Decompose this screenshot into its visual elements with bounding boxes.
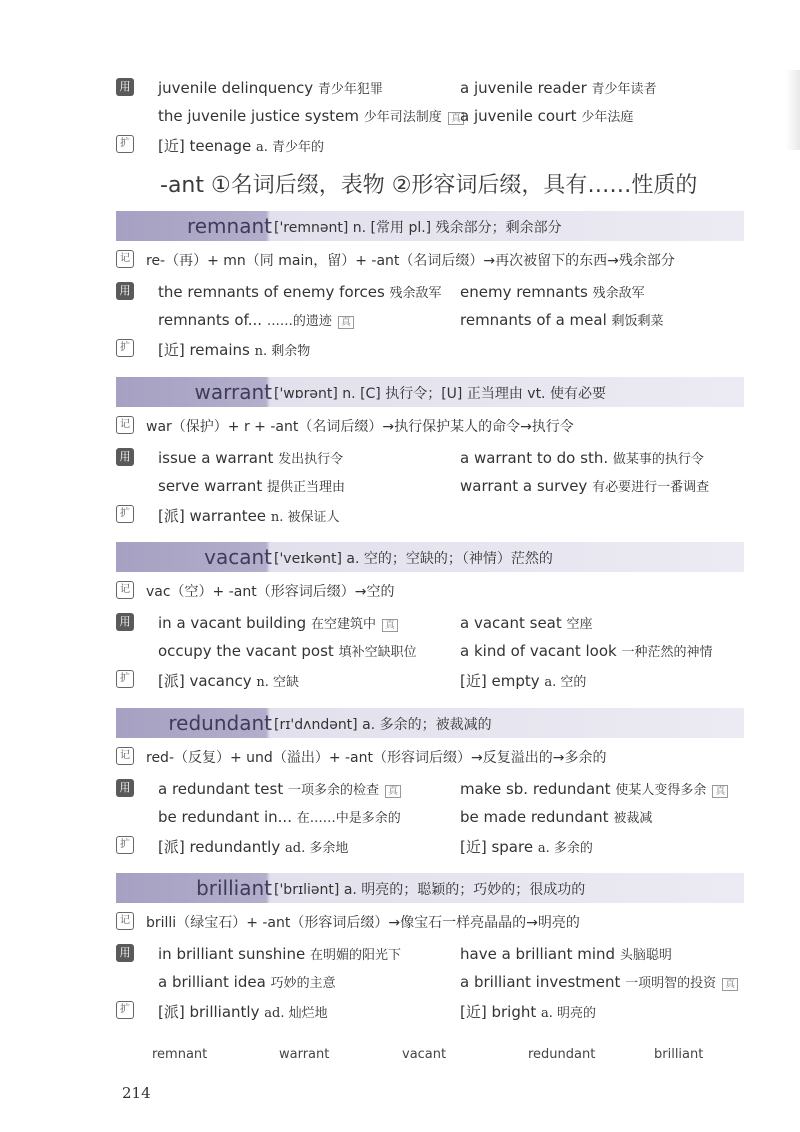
footer-word: warrant [279, 1047, 330, 1062]
etymology-row [0, 743, 800, 771]
usage-row [0, 102, 800, 130]
usage-row [0, 775, 800, 803]
usage-row [0, 444, 800, 472]
memory-icon: 记 [116, 416, 134, 434]
exam-mark-icon: 真 [382, 619, 398, 632]
exam-mark-icon: 真 [722, 978, 738, 991]
footer-word: remnant [152, 1047, 208, 1062]
entry-header [116, 873, 744, 903]
usage-icon: 用 [116, 613, 134, 631]
usage-row [0, 609, 800, 637]
extend-icon: 扩 [116, 1001, 134, 1019]
usage-phrase: remnants of... ……的遗迹 真 [158, 310, 354, 329]
etymology-row [0, 908, 800, 936]
usage-phrase: the remnants of enemy forces 残余敌军 [158, 283, 442, 301]
exam-mark-icon: 真 [712, 785, 728, 798]
exam-mark-icon: 真 [385, 785, 401, 798]
usage-row [0, 306, 800, 334]
usage-phrase: occupy the vacant post 填补空缺职位 [158, 642, 417, 660]
usage-phrase: a juvenile court 少年法庭 [460, 107, 634, 125]
usage-phrase: remnants of a meal 剩饭剩菜 [460, 311, 664, 329]
extend-icon: 扩 [116, 135, 134, 153]
memory-icon: 记 [116, 912, 134, 930]
etymology-row [0, 246, 800, 274]
usage-phrase: a warrant to do sth. 做某事的执行令 [460, 449, 704, 467]
usage-phrase: warrant a survey 有必要进行一番调查 [460, 477, 710, 495]
etymology: red-（反复）+ und（溢出）+ -ant（形容词后缀）→反复溢出的→多余的 [146, 750, 607, 766]
usage-phrase: a juvenile reader 青少年读者 [460, 79, 657, 97]
memory-icon: 记 [116, 250, 134, 268]
usage-phrase: in brilliant sunshine 在明媚的阳光下 [158, 945, 401, 963]
usage-phrase: enemy remnants 残余敌军 [460, 283, 645, 301]
definition: ['remnənt] n. [常用 pl.] 残余部分；剩余部分 [274, 220, 562, 236]
usage-phrase: be redundant in... 在……中是多余的 [158, 808, 401, 826]
extend-phrase: [派] vacancy n. 空缺 [158, 672, 300, 690]
usage-icon: 用 [116, 779, 134, 797]
extend-phrase: [近] spare a. 多余的 [460, 838, 593, 856]
entry-header [116, 708, 744, 738]
extend-row [0, 832, 800, 860]
usage-phrase: a vacant seat 空座 [460, 614, 593, 632]
extend-icon: 扩 [116, 339, 134, 357]
usage-row [0, 74, 800, 102]
usage-phrase: in a vacant building 在空建筑中 真 [158, 613, 398, 632]
exam-mark-icon: 真 [338, 316, 354, 329]
extend-icon: 扩 [116, 505, 134, 523]
extend-icon: 扩 [116, 836, 134, 854]
entry-header [116, 377, 744, 407]
usage-row [0, 278, 800, 306]
extend-row [0, 666, 800, 694]
etymology-row [0, 577, 800, 605]
etymology: re-（再）+ mn（同 main，留）+ -ant（名词后缀）→再次被留下的东西→残余部分 [146, 253, 675, 269]
usage-phrase: be made redundant 被裁减 [460, 808, 653, 826]
extend-phrase: [近] empty a. 空的 [460, 672, 587, 690]
usage-icon: 用 [116, 282, 134, 300]
extend-phrase: [近] teenage a. 青少年的 [158, 137, 325, 155]
usage-row [0, 940, 800, 968]
usage-phrase: have a brilliant mind 头脑聪明 [460, 945, 672, 963]
usage-row [0, 968, 800, 996]
footer-word: redundant [528, 1047, 596, 1062]
usage-phrase: a brilliant idea 巧妙的主意 [158, 973, 336, 991]
page-edge-shadow [786, 70, 800, 150]
usage-phrase: the juvenile justice system 少年司法制度 真 [158, 106, 464, 125]
etymology-row [0, 412, 800, 440]
usage-row [0, 803, 800, 831]
extend-phrase: [派] warrantee n. 被保证人 [158, 507, 340, 525]
usage-phrase: make sb. redundant 使某人变得多余 真 [460, 779, 728, 798]
headword: remnant [186, 214, 272, 238]
page-number: 214 [122, 1084, 151, 1102]
extend-row [0, 335, 800, 363]
usage-icon: 用 [116, 944, 134, 962]
usage-phrase: serve warrant 提供正当理由 [158, 477, 345, 495]
extend-row [0, 131, 800, 159]
extend-phrase: [近] remains n. 剩余物 [158, 341, 311, 359]
usage-icon: 用 [116, 448, 134, 466]
usage-phrase: a redundant test 一项多余的检查 真 [158, 779, 401, 798]
usage-phrase: a brilliant investment 一项明智的投资 真 [460, 972, 738, 991]
usage-phrase: juvenile delinquency 青少年犯罪 [158, 79, 383, 97]
footer-word-strip [0, 1047, 800, 1071]
definition: [rɪ'dʌndənt] a. 多余的；被裁减的 [274, 717, 492, 733]
footer-word: brilliant [654, 1047, 704, 1062]
entry-header [116, 211, 744, 241]
usage-phrase: a kind of vacant look 一种茫然的神情 [460, 642, 713, 660]
memory-icon: 记 [116, 747, 134, 765]
usage-icon: 用 [116, 78, 134, 96]
exam-mark-icon: 真 [448, 112, 464, 125]
definition: ['veɪkənt] a. 空的；空缺的；（神情）茫然的 [274, 551, 553, 567]
etymology: vac（空）+ -ant（形容词后缀）→空的 [146, 584, 395, 600]
usage-row [0, 472, 800, 500]
extend-phrase: [派] brilliantly ad. 灿烂地 [158, 1003, 328, 1021]
extend-phrase: [派] redundantly ad. 多余地 [158, 838, 349, 856]
headword: brilliant [196, 876, 272, 900]
entry-header [116, 542, 744, 572]
extend-row [0, 501, 800, 529]
etymology: brilli（绿宝石）+ -ant（形容词后缀）→像宝石一样亮晶晶的→明亮的 [146, 915, 580, 931]
usage-row [0, 637, 800, 665]
headword: vacant [204, 545, 272, 569]
definition: ['brɪliənt] a. 明亮的；聪颖的；巧妙的；很成功的 [274, 882, 586, 898]
etymology: war（保护）+ r + -ant（名词后缀）→执行保护某人的命令→执行令 [146, 419, 574, 435]
extend-icon: 扩 [116, 670, 134, 688]
extend-row [0, 997, 800, 1025]
footer-word: vacant [402, 1047, 447, 1062]
headword: warrant [194, 380, 272, 404]
headword: redundant [168, 711, 272, 735]
extend-phrase: [近] bright a. 明亮的 [460, 1003, 597, 1021]
memory-icon: 记 [116, 581, 134, 599]
definition: ['wɒrənt] n. [C] 执行令；[U] 正当理由 vt. 使有必要 [274, 386, 606, 402]
suffix-heading: -ant ①名词后缀，表物 ②形容词后缀，具有……性质的 [160, 173, 698, 198]
usage-phrase: issue a warrant 发出执行令 [158, 449, 344, 467]
